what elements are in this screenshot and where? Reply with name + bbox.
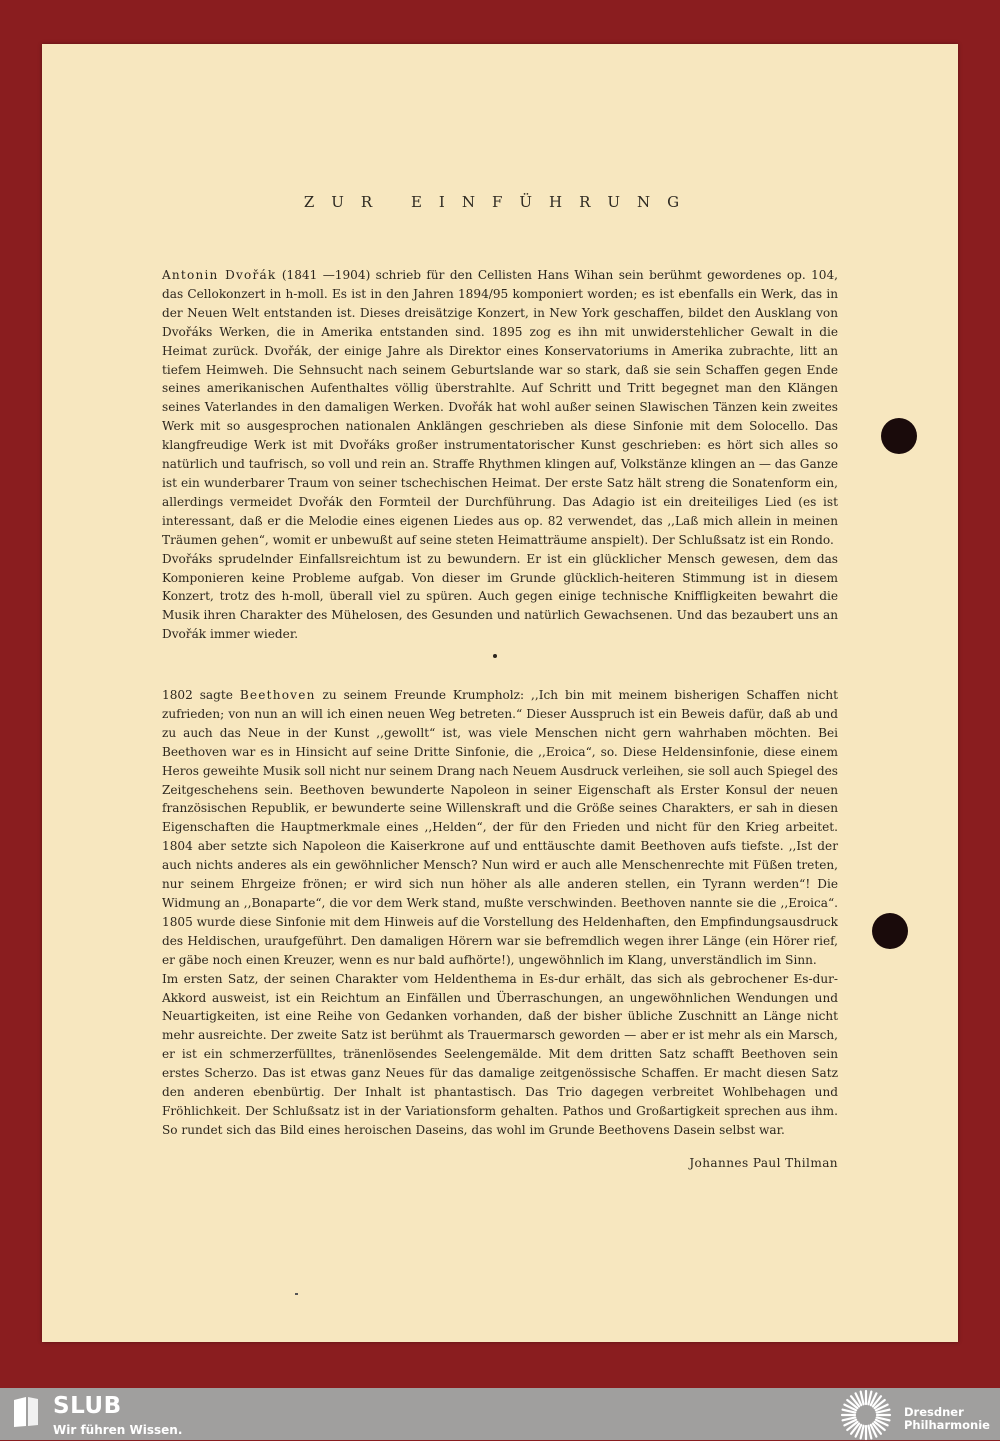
paragraph-beethoven-1 — [162, 686, 838, 970]
slub-book-icon — [12, 1396, 40, 1428]
author-signature: Johannes Paul Thilman — [689, 1156, 838, 1170]
paragraph-dvorak-1 — [162, 266, 838, 550]
composer-name: Antonin Dvořák — [162, 268, 277, 282]
philharmonie-logo-text — [904, 1406, 990, 1432]
page-title: ZUR EINFÜHRUNG — [303, 193, 697, 211]
philharmonie-line1: Dresdner — [904, 1405, 964, 1419]
section-separator — [493, 654, 497, 658]
composer-name: Beethoven — [239, 688, 316, 702]
page-mark — [295, 1293, 298, 1295]
paragraph-text: zu seinem Freunde Krumpholz: ,,Ich bin mit meinem bisherigen Schaffen nicht zufrieden; von nun an will ich einen neuen Weg betreten.“ Dieser Ausspruch ist ein Beweis dafür, daß ab und zu auch das Neue in der Kunst ,,gewollt“ ist, was viele Menschen nicht gern wahrhaben möchten. Bei Beethoven war es in Hinsicht auf seine Dritte Sinfonie, die ,,Eroica“, so. Diese Heldensinfonie, diese einem Heros geweihte Musik soll nicht nur seinem Drang nach Neuem Ausdruck verleihen, sie soll auch Spiegel des Zeitgeschehens sein. Beethoven bewunderte Napoleon in seiner Eigenschaft als Erster Konsul der neuen französischen Republik, er bewunderte seine Willenskraft und die Größe seines Charakters, er sah in diesen Eigenschaften die Hauptmerkmale eines ,,Helden“, der für den Frieden und nicht für den Krieg arbeitet. 1804 aber setzte sich Napoleon die Kaiserkrone auf und enttäuschte damit Beethoven aufs tiefste. ,,Ist der auch nichts anderes als ein gewöhnlicher Mensch? Nun wird er auch alle Menschenrechte mit Füßen treten, nur seinem Ehrgeize frönen; er wird sich nun höher als alle anderen stellen, ein Tyrann werden“! Die Widmung an ,,Bonaparte“, die vor dem Werk stand, mußte verschwinden. Beethoven nannte sie die ,,Eroica“. 1805 wurde diese Sinfonie mit dem Hinweis auf die Vorstellung des Heldenhaften, den Empfindungsausdruck des Heldischen, uraufgeführt. Den damaligen Hörern war sie befremdlich wegen ihrer Länge (ein Hörer rief, er gäbe noch einen Kreuzer, wenn es nur bald aufhörte!), ungewöhnlich im Klang, unverständlich im Sinn. — [162, 688, 838, 967]
punch-hole — [881, 418, 917, 454]
paragraph-text: (1841 —1904) schrieb für den Cellisten Hans Wihan sein berühmt gewordenes op. 104, das Cellokonzert in h-moll. Es ist in den Jahren 1894/95 komponiert worden; es ist ebenfalls ein Werk, das in der Neuen Welt entstanden ist. Dieses dreisätzige Konzert, in New York geschaffen, bildet den Ausklang von Dvořáks Werken, die in Amerika entstanden sind. 1895 zog es ihn mit unwiderstehlicher Gewalt in die Heimat zurück. Dvořák, der einige Jahre als Direktor eines Konservatoriums in Amerika zubrachte, litt an tiefem Heimweh. Die Sehnsucht nach seinem Geburtslande war so stark, daß sie sein Schaffen gegen Ende seines amerikanischen Aufenthaltes völlig überstrahlte. Auf Schritt und Tritt begegnet man den Klängen seines Vaterlandes in den damaligen Werken. Dvořák hat wohl außer seinen Slawischen Tänzen kein zweites Werk mit so ausgesprochen nationalen Anklängen geschrieben als diese Sinfonie mit dem Solocello. Das klangfreudige Werk ist mit Dvořáks großer instrumentatorischer Kunst geschrieben: es hört sich alles so natürlich und taufrisch, so voll und rein an. Straffe Rhythmen klingen auf, Volkstänze klingen an — das Ganze ist ein wunderbarer Traum von seiner tschechischen Heimat. Der erste Satz hält streng die Sonatenform ein, allerdings vermeidet Dvořák den Formteil der Durchführung. Das Adagio ist ein dreiteiliges Lied (es ist interessant, daß er die Melodie eines eigenen Liedes aus op. 82 verwendet, das ,,Laß mich allein in meinen Träumen gehen“, womit er unbewußt auf seine steten Heimatträume anspielt). Der Schlußsatz ist ein Rondo. — [162, 268, 839, 547]
footer-bar — [0, 1388, 1000, 1440]
intro-text-dvorak — [162, 266, 838, 644]
philharmonie-line2: Philharmonie — [904, 1418, 990, 1432]
paragraph-dvorak-2: Dvořáks sprudelnder Einfallsreichtum ist zu bewundern. Er ist ein glücklicher Mensch gewesen, dem das Komponieren keine Probleme aufgab. Von dieser im Grunde glücklich-heiteren Stimmung ist in diesem Konzert, trotz des h-moll, überall viel zu spüren. Auch gegen einige technische Kniffligkeiten bewahrt die Musik ihren Charakter des Mühelosen, des Gesunden und natürlich Gewachsenen. Und das bezaubert uns an Dvořák immer wieder. — [162, 551, 838, 642]
philharmonie-sunburst-icon — [840, 1389, 892, 1441]
document-page — [42, 44, 958, 1342]
intro-text-beethoven — [162, 686, 838, 1140]
slub-tagline: Wir führen Wissen. — [53, 1423, 183, 1437]
paragraph-text: 1802 sagte — [162, 688, 240, 702]
slub-logo-text: SLUB — [53, 1393, 122, 1419]
paragraph-beethoven-2: Im ersten Satz, der seinen Charakter vom Heldenthema in Es-dur erhält, das sich als gebrochener Es-dur-Akkord ausweist, ist ein Reichtum an Einfällen und Überraschungen, an ungewöhnlichen Wendungen und Neuartigkeiten, ist eine Reihe von Gedanken vorhanden, daß der bisher übliche Zuschnitt an Länge nicht mehr ausreichte. Der zweite Satz ist berühmt als Trauermarsch geworden — aber er ist mehr als ein Marsch, er ist ein schmerzerfülltes, tränenlösendes Seelengemälde. Mit dem dritten Satz schafft Beethoven sein erstes Scherzo. Das ist etwas ganz Neues für das damalige zeitgenössische Schaffen. Er macht diesen Satz den anderen ebenbürtig. Der Inhalt ist phantastisch. Das Trio dagegen verbreitet Wohlbehagen und Fröhlichkeit. Der Schlußsatz ist in der Variationsform gehalten. Pathos und Großartigkeit sprechen aus ihm. So rundet sich das Bild eines heroischen Daseins, das wohl im Grunde Beethovens Dasein selbst war. — [162, 971, 838, 1137]
punch-hole — [872, 913, 908, 949]
